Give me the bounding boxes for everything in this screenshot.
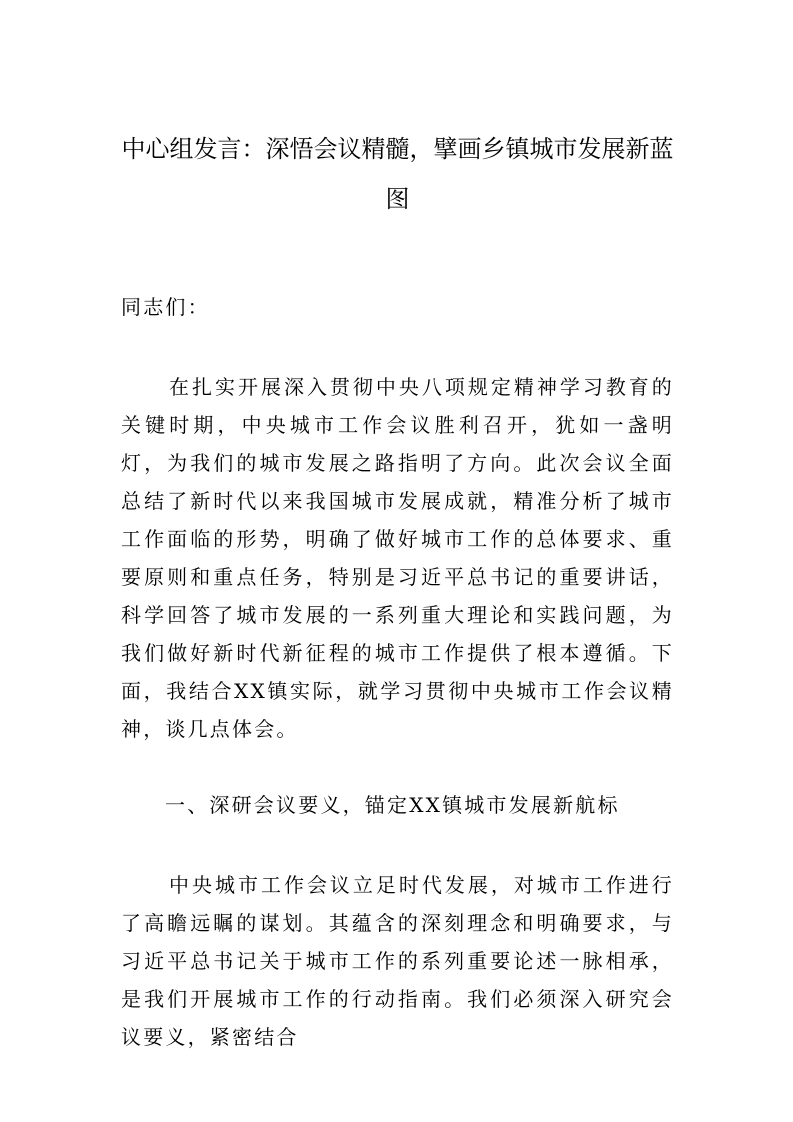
document-title: 中心组发言：深悟会议精髓，擘画乡镇城市发展新蓝图	[121, 135, 674, 213]
greeting: 同志们：	[121, 295, 210, 319]
section-heading-1: 一、深研会议要义，锚定XX镇城市发展新航标	[165, 793, 620, 817]
paragraph-intro: 在扎实开展深入贯彻中央八项规定精神学习教育的关键时期，中央城市工作会议胜利召开，犹如一盏明灯，为我们的城市发展之路指明了方向。此次会议全面总结了新时代以来我国城市发展成就，精准分析了城市工作面临的形势，明确了做好城市工作的总体要求、重要原则和重点任务，特别是习近平总书记的重要讲话，科学回答了城市发展的一系列重大理论和实践问题，为我们做好新时代新征程的城市工作提供了根本遵循。下面，我结合XX镇实际，就学习贯彻中央城市工作会议精神，谈几点体会。	[121, 375, 674, 741]
paragraph-section-1: 中央城市工作会议立足时代发展，对城市工作进行了高瞻远瞩的谋划。其蕴含的深刻理念和明确要求，与习近平总书记关于城市工作的系列重要论述一脉相承，是我们开展城市工作的行动指南。我们必须深入研究会议要义，紧密结合	[121, 873, 674, 1049]
